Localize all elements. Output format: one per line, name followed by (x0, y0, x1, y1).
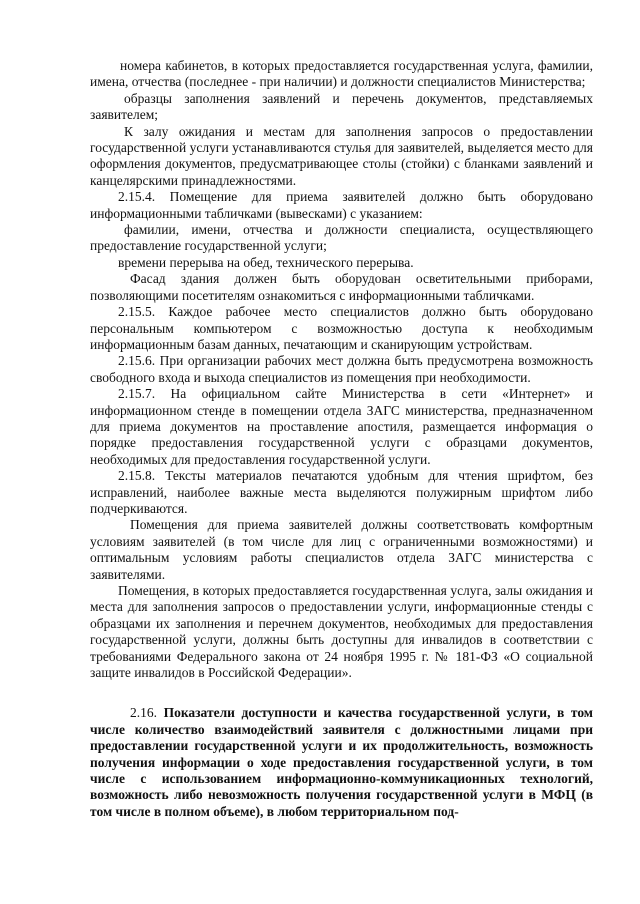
paragraph-2-15-4: 2.15.4. Помещение для приема заявителей должно быть оборудовано информационными табличками (вывесками) с указанием: (90, 189, 593, 221)
paragraph-specialist-name: фамилии, имени, отчества и должности специалиста, осуществляющего предоставление государственной услуги; (90, 222, 593, 254)
paragraph-2-15-5: 2.15.5. Каждое рабочее место специалистов должно быть оборудовано персональным компьютером с возможностью доступа к необходимым информационным базам данных, печатающим и сканирующим устройствам. (90, 304, 593, 352)
paragraph-2-15-7: 2.15.7. На официальном сайте Министерства в сети «Интернет» и информационном стенде в помещении отдела ЗАГС министерства, предназначенном для приема документов на проставление апостиля, размещается информация о порядке предоставления государственной услуги с образцами документов, необходимых для предоставления государственной услуги. (90, 386, 593, 467)
paragraph-2-15-8: 2.15.8. Тексты материалов печатаются удобным для чтения шрифтом, без исправлений, наиболее важные места выделяются полужирным шрифтом либо подчеркиваются. (90, 468, 593, 516)
section-2-16 (90, 705, 593, 820)
paragraph-break-time: времени перерыва на обед, технического перерыва. (118, 254, 414, 270)
paragraph-sample-forms: образцы заполнения заявлений и перечень документов, представляемых заявителем; (90, 90, 593, 123)
section-2-16-number: 2.16. (130, 705, 164, 721)
paragraph-2-15-6: 2.15.6. При организации рабочих мест должна быть предусмотрена возможность свободного входа и выхода специалистов из помещения при необходимости. (90, 353, 593, 385)
document-page (90, 58, 593, 820)
paragraph-accessibility: Помещения, в которых предоставляется государственная услуга, залы ожидания и места для заполнения запросов о предоставлении услуги, информационные стенды с образцами их заполнения и перечнем документов, необходимых для предоставления государственной услуги, должны быть доступны для инвалидов в соответствии с требованиями Федерального закона от 24 ноября 1995 г. № 181-ФЗ «О социальной защите инвалидов в Российской Федерации». (90, 583, 593, 681)
section-2-16-heading: Показатели доступности и качества государственной услуги, в том числе количество взаимодействий заявителя с должностными лицами при предоставлении государственной услуги и их продолжительность, возможность получения информации о ходе предоставления государственной услуги, в том числе с использованием информационно-коммуникационных технологий, возможность либо невозможность получения государственной услуги в МФЦ (в том числе в полном объеме), в любом территориальном под- (90, 705, 594, 819)
paragraph-waiting-hall: К залу ожидания и местам для заполнения запросов о предоставлении государственной услуги устанавливаются стулья для заявителей, выделяется место для оформления документов, предусматривающее столы (стойки) с бланками заявлений и канцелярскими принадлежностями. (90, 123, 593, 188)
paragraph-comfort-conditions: Помещения для приема заявителей должны соответствовать комфортным условиям заявителей (в том числе для лиц с ограниченными возможностями) и оптимальным условиям работы специалистов отдела ЗАГС министерства с заявителями. (90, 517, 593, 582)
paragraph-room-numbers: номера кабинетов, в которых предоставляется государственная услуга, фамилии, имена, отчества (последнее - при наличии) и должности специалистов Министерства; (90, 58, 593, 90)
paragraph-facade: Фасад здания должен быть оборудован осветительными приборами, позволяющими посетителям ознакомиться с информационными табличками. (90, 271, 593, 303)
